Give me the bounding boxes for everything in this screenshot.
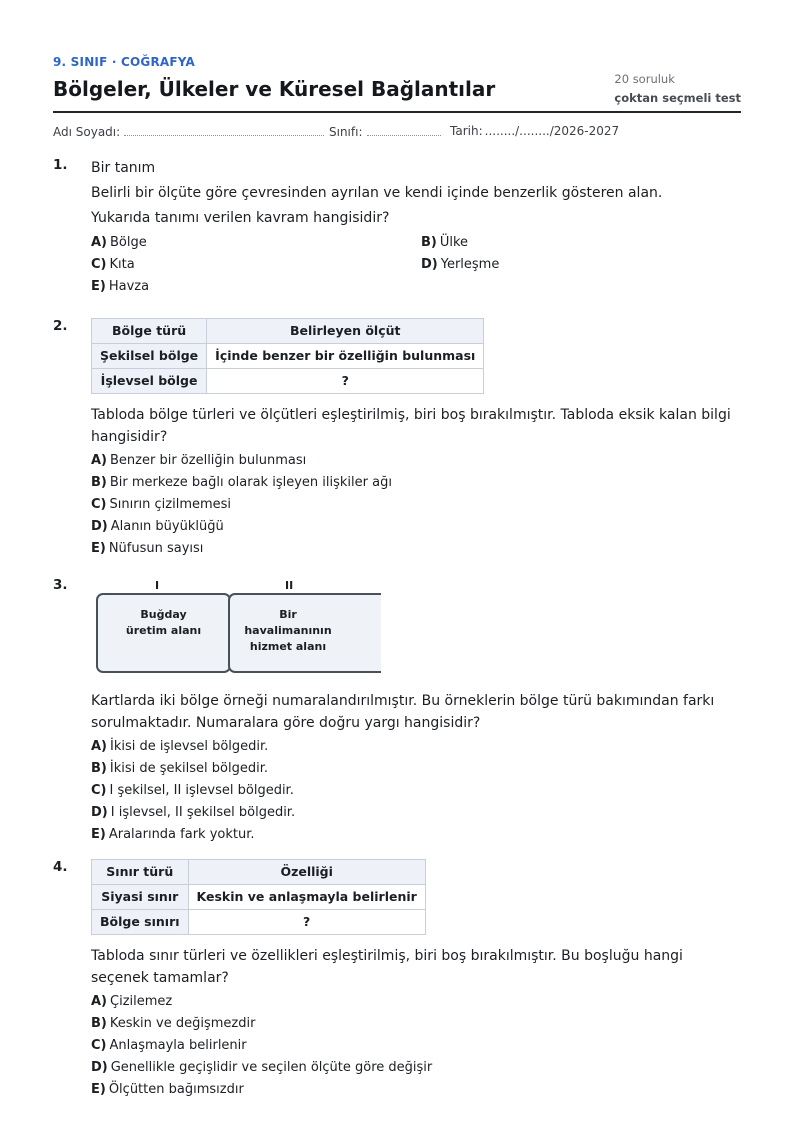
- card-label-i: I: [155, 579, 160, 592]
- table-cell: Keskin ve anlaşmayla belirlenir: [188, 885, 425, 910]
- question-number: 4.: [53, 859, 68, 875]
- option-d[interactable]: D) I işlevsel, II şekilsel bölgedir.: [91, 805, 296, 820]
- student-fields: [53, 113, 741, 149]
- date-label: Tarih:: [450, 124, 483, 138]
- region-card-ii: [228, 593, 381, 673]
- exam-header: [53, 0, 741, 113]
- table-cell-blank: ?: [188, 910, 425, 935]
- card-text: Buğday üretim alanı: [125, 608, 202, 637]
- options-list: [91, 991, 741, 1101]
- table-header-row: [92, 860, 426, 885]
- option-b[interactable]: B) Ülke: [421, 235, 469, 250]
- question-stem: Tabloda bölge türleri ve ölçütleri eşleştirilmiş, biri boş bırakılmıştır. Tabloda eksik kalan bilgi hangisidir?: [91, 407, 731, 445]
- table-header: Özelliği: [188, 860, 425, 885]
- table-row: [92, 885, 426, 910]
- option-e[interactable]: E) Havza: [91, 279, 150, 294]
- card-label-ii: II: [285, 579, 294, 592]
- class-label: Sınıfı:: [329, 125, 363, 139]
- question-number: 1.: [53, 157, 68, 173]
- table-row: [92, 910, 426, 935]
- table-cell-blank: ?: [207, 369, 484, 394]
- date-value: ......../......../2026-2027: [484, 124, 620, 138]
- table-header: Belirleyen ölçüt: [207, 319, 484, 344]
- question-lead: Bir tanım: [91, 160, 156, 176]
- question-stem: Tabloda sınır türleri ve özellikleri eşleştirilmiş, biri boş bırakılmıştır. Bu boşluğu hangi seçenek tamamlar?: [91, 948, 683, 986]
- option-e[interactable]: E) Nüfusun sayısı: [91, 541, 204, 556]
- question-count: 20 soruluk: [614, 72, 675, 86]
- test-meta: [614, 70, 741, 108]
- table-cell: Bölge sınırı: [92, 910, 189, 935]
- option-b[interactable]: B) Keskin ve değişmezdir: [91, 1016, 256, 1031]
- class-field: [329, 124, 441, 139]
- table-header: Bölge türü: [92, 319, 207, 344]
- subject-label: 9. SINIF · COĞRAFYA: [53, 55, 196, 69]
- option-a[interactable]: A) İkisi de işlevsel bölgedir.: [91, 739, 269, 754]
- region-cards: [91, 577, 381, 680]
- option-c[interactable]: C) Anlaşmayla belirlenir: [91, 1038, 247, 1053]
- table-cell: Şekilsel bölge: [92, 344, 207, 369]
- option-c[interactable]: C) I şekilsel, II işlevsel bölgedir.: [91, 783, 294, 798]
- option-b[interactable]: B) Bir merkeze bağlı olarak işleyen ilişkiler ağı: [91, 475, 392, 490]
- options-list: [91, 450, 741, 560]
- option-d[interactable]: D) Alanın büyüklüğü: [91, 519, 224, 534]
- table-header: Sınır türü: [92, 860, 189, 885]
- card-text: Bir havalimanının hizmet alanı: [244, 608, 332, 653]
- date-field: [450, 124, 619, 138]
- region-types-table: [91, 318, 484, 394]
- options-list: [91, 232, 741, 298]
- options-list: [91, 736, 741, 846]
- option-d[interactable]: D) Yerleşme: [421, 257, 500, 272]
- page-title: Bölgeler, Ülkeler ve Küresel Bağlantılar: [53, 77, 496, 101]
- name-blank: [124, 124, 324, 136]
- region-card-i: [96, 593, 231, 673]
- question-number: 2.: [53, 318, 68, 334]
- question-number: 3.: [53, 577, 68, 593]
- table-header-row: [92, 319, 484, 344]
- question-definition: Belirli bir ölçüte göre çevresinden ayrılan ve kendi içinde benzerlik gösteren alan.: [91, 185, 663, 201]
- option-b[interactable]: B) İkisi de şekilsel bölgedir.: [91, 761, 268, 776]
- exam-page: [53, 0, 741, 149]
- table-row: [92, 344, 484, 369]
- table-cell: Siyasi sınır: [92, 885, 189, 910]
- option-a[interactable]: A) Bölge: [91, 235, 147, 250]
- name-field: [53, 124, 324, 139]
- table-row: [92, 369, 484, 394]
- option-e[interactable]: E) Ölçütten bağımsızdır: [91, 1082, 244, 1097]
- question-stem: Yukarıda tanımı verilen kavram hangisidir?: [91, 210, 390, 226]
- question-stem: Kartlarda iki bölge örneği numaralandırılmıştır. Bu örneklerin bölge türü bakımından farkı sorulmaktadır. Numaralara göre doğru yargı hangisidir?: [91, 693, 715, 731]
- option-a[interactable]: A) Benzer bir özelliğin bulunması: [91, 453, 307, 468]
- border-types-table: [91, 859, 426, 935]
- option-c[interactable]: C) Kıta: [91, 257, 135, 272]
- class-blank: [367, 124, 441, 136]
- option-c[interactable]: C) Sınırın çizilmemesi: [91, 497, 232, 512]
- table-cell: İçinde benzer bir özelliğin bulunması: [207, 344, 484, 369]
- test-type: çoktan seçmeli test: [614, 91, 741, 105]
- option-e[interactable]: E) Aralarında fark yoktur.: [91, 827, 255, 842]
- option-a[interactable]: A) Çizilemez: [91, 994, 173, 1009]
- table-cell: İşlevsel bölge: [92, 369, 207, 394]
- name-label: Adı Soyadı:: [53, 125, 121, 139]
- option-d[interactable]: D) Genellikle geçişlidir ve seçilen ölçüte göre değişir: [91, 1060, 433, 1075]
